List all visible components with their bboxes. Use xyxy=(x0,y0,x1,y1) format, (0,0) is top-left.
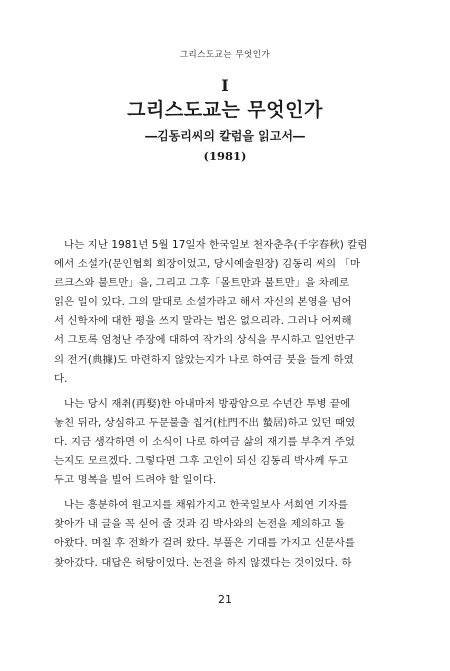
text-line: 나는 당시 재취(再娶)한 아내마저 방광암으로 수년간 투병 끝에 xyxy=(64,397,351,410)
chapter-number: I xyxy=(221,76,229,95)
text-line: 다. 지금 생각하면 이 소식이 나로 하여금 삶의 재기를 부추겨 주었 xyxy=(54,435,355,448)
chapter-year: (1981) xyxy=(203,149,247,163)
text-line: 찾아가 내 글을 꼭 싣어 줄 것과 김 박사와의 논전을 제의하고 돌 xyxy=(54,518,345,531)
paragraph xyxy=(54,496,399,572)
text-line: 나는 지난 1981년 5월 17일자 한국일보 천자춘추(千字春秋) 칼럼 xyxy=(64,239,368,251)
page-number: 21 xyxy=(218,593,232,606)
text-line: 두고 명복을 빌어 드려야 할 일이다. xyxy=(54,474,217,487)
text-line: 르크스와 불트만」을, 그리고 그후「몰트만과 불트만」을 차례로 xyxy=(54,277,350,290)
body-text xyxy=(54,236,399,573)
text-line: 서 그토록 엄청난 주장에 대하여 작가의 상식을 무시하고 일언반구 xyxy=(54,334,355,347)
running-header: 그리스도교는 무엇인가 xyxy=(179,50,271,60)
text-line: 는지도 모르겠다. 그렇다면 그후 고인이 되신 김동리 박사께 두고 xyxy=(54,455,349,468)
chapter-subtitle: ―김동리씨의 칼럼을 읽고서― xyxy=(145,129,305,143)
text-line: 읽은 일이 있다. 그의 말대로 소설가라고 해서 자신의 본영을 넘어 xyxy=(54,296,352,309)
text-line: 의 전거(典據)도 마련하지 않았는지가 나로 하여금 붓을 들게 하였 xyxy=(54,353,354,366)
text-line: 다. xyxy=(54,372,68,385)
paragraph xyxy=(54,395,399,490)
paragraph xyxy=(54,236,399,389)
text-line: 아왔다. 며칠 후 전화가 걸려 왔다. 부풀은 기대를 가지고 신문사를 xyxy=(54,537,355,550)
chapter-title: 그리스도교는 무엇인가 xyxy=(127,99,323,121)
text-line: 서 신학자에 대한 평을 쓰지 말라는 법은 없으리라. 그러나 어찌해 xyxy=(54,315,352,328)
text-line: 에서 소설가(문인협회 회장이었고, 당시예술원장) 김동리 씨의 「마 xyxy=(54,258,361,271)
text-line: 놓친 뒤라, 상심하고 두문불출 칩거(杜門不出 蟄居)하고 있던 때였 xyxy=(54,416,356,429)
text-line: 나는 흥분하여 원고지를 채워가지고 한국일보사 서희연 기자를 xyxy=(64,499,348,512)
text-line: 찾아갔다. 대답은 허탕이었다. 논전을 하지 않겠다는 것이었다. 하 xyxy=(54,556,352,569)
